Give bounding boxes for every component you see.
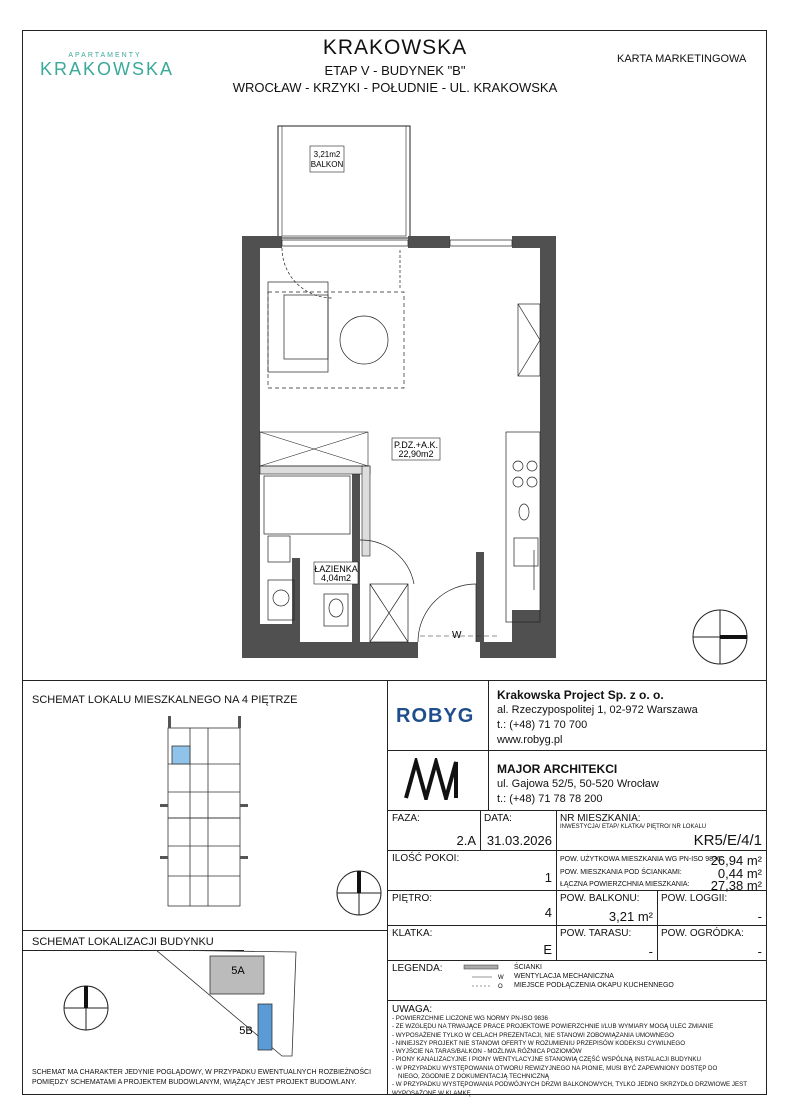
disclaimer-line-2: POMIĘDZY SCHEMATAMI A PROJEKTEM BUDOWLANYM, WIĄŻĄCY JEST PROJEKT BUDOWLANY. <box>32 1079 357 1086</box>
legend-item-hood: MIEJSCE PODŁĄCZENIA OKAPU KUCHENNEGO <box>514 982 674 989</box>
major-logo <box>402 758 462 800</box>
nr-value: KR5/E/4/1 <box>693 832 762 849</box>
note-line: - POWIERZCHNIE LICZONE WG NORMY PN-ISO 9836 <box>392 1015 548 1022</box>
logo-small-text: APARTAMENTY <box>68 52 142 59</box>
building-5a-label: 5A <box>231 965 245 977</box>
bath-name: ŁAZIENKA <box>314 564 358 574</box>
disclaimer <box>32 1068 371 1088</box>
north-arrow-main <box>693 610 747 664</box>
robyg-logo: ROBYG <box>396 705 475 727</box>
location-line: WROCŁAW - KRZYKI - POŁUDNIE - UL. KRAKOWSKA <box>232 80 558 95</box>
note-line: - ZE WZGLĘDU NA TRWAJĄCE PRACE PROJEKTOWE POWIERZCHNIE I/LUB WYMIARY MOGĄ ULEC ZMIANIE <box>392 1023 714 1031</box>
bath-area: 4,04m2 <box>320 573 352 583</box>
note-line: - NINIEJSZY PROJEKT NIE STANOWI OFERTY W ROZUMIENIU PRZEPISÓW KODEKSU CYWILNEGO <box>392 1039 686 1047</box>
faza-label: FAZA: <box>392 813 420 824</box>
legend-symbols <box>462 963 512 993</box>
page-title: KRAKOWSKA <box>322 36 468 59</box>
building-5b-label: 5B <box>239 1025 253 1037</box>
architect-name: MAJOR ARCHITEKCI <box>497 762 618 776</box>
disclaimer-line-1: SCHEMAT MA CHARAKTER JEDYNIE POGLĄDOWY, W PRZYPADKU EWENTUALNYCH ROZBIEŻNOŚCI <box>32 1069 372 1076</box>
developer-name: Krakowska Project Sp. z o. o. <box>497 688 664 702</box>
data-label: DATA: <box>484 813 512 824</box>
balcony-name-label: BALKON <box>310 160 344 169</box>
note-line: - W PRZYPADKU WYSTĘPOWANIA OTWORU REWIZYJNEGO NA PIONIE, MUSI BYĆ ZAPEWNIONY DOSTĘP DO <box>392 1064 718 1072</box>
architect-phone: t.: (+48) 71 78 78 200 <box>497 793 603 805</box>
developer-info <box>497 688 698 748</box>
legend-item-vent: WENTYLACJA MECHANICZNA <box>514 973 614 980</box>
legend-items <box>514 963 674 990</box>
developer-web: www.robyg.pl <box>497 734 563 746</box>
ogrodek-label: POW. OGRÓDKA: <box>661 928 744 939</box>
note-line: - WYJŚCIE NA TARAS/BALKON - MOŻLIWA RÓŻNICA POZIOMÓW <box>392 1048 582 1056</box>
main-room-name: P.DZ.+A.K. <box>393 440 439 450</box>
area3-label: ŁĄCZNA POWIERZCHNIA MIESZKANIA: <box>560 881 690 888</box>
legend-title: LEGENDA: <box>392 963 443 974</box>
area2-value: 0,44 m² <box>717 866 762 881</box>
notes-list <box>392 1015 764 1098</box>
developer-phone: t.: (+48) 71 70 700 <box>497 719 588 731</box>
nr-label: NR MIESZKANIA: <box>560 813 641 824</box>
location-scheme-title: SCHEMAT LOKALIZACJI BUDYNKU <box>32 936 214 948</box>
building-5b-shape <box>258 1004 272 1050</box>
floor-scheme <box>160 716 250 912</box>
windows <box>282 240 512 246</box>
note-line: - W PRZYPADKU WYSTĘPOWANIA PODWÓJNYCH DRZWI BALKONOWYCH, TYLKO JEDNO SKRZYDŁO DRZWIOWE JEST <box>392 1081 748 1089</box>
balcony <box>278 126 410 238</box>
area1-label: POW. UŻYTKOWA MIESZKANIA WG PN-ISO 9836: <box>560 856 723 863</box>
apartment-highlight <box>172 746 190 764</box>
balkon-label: POW. BALKONU: <box>560 893 640 904</box>
north-arrow-floor <box>332 866 386 920</box>
data-value: 31.03.2026 <box>486 833 552 848</box>
logo-main-text: KRAKOWSKA <box>40 59 175 79</box>
klatka-label: KLATKA: <box>392 928 433 939</box>
ogrodek-value: - <box>757 944 762 959</box>
pietro-value: 4 <box>544 905 552 920</box>
vent-label: W <box>452 630 462 641</box>
faza-value: 2.A <box>456 833 476 848</box>
area2-label: POW. MIESZKANIA POD ŚCIANKAMI: <box>560 869 682 876</box>
balkon-value: 3,21 m² <box>608 909 653 924</box>
pokoi-label: ILOŚĆ POKOI: <box>392 853 460 864</box>
main-room-area: 22,90m2 <box>398 449 434 459</box>
balcony-area-label: 3,21m2 <box>313 150 341 159</box>
legend-sym-w: W <box>498 975 504 981</box>
floor-scheme-title: SCHEMAT LOKALU MIESZKALNEGO NA 4 PIĘTRZE <box>32 694 298 706</box>
note-line: NIEGO, ZGODNIE Z DOKUMENTACJĄ TECHNICZNĄ <box>398 1073 550 1081</box>
area1-value: 26,94 m² <box>710 853 762 868</box>
developer-address: al. Rzeczypospolitej 1, 02-972 Warszawa <box>497 704 698 716</box>
taras-label: POW. TARASU: <box>560 928 632 939</box>
architect-info <box>497 762 659 807</box>
nr-sub: INWESTYCJA/ ETAP/ KLATKA/ PIĘTRO/ NR LOKALU <box>560 824 707 830</box>
architect-address: ul. Gajowa 52/5, 50-520 Wrocław <box>497 778 659 790</box>
legend-item-walls: ŚCIANKI <box>514 964 543 971</box>
card-label: KARTA MARKETINGOWA <box>617 53 747 65</box>
note-line: - PIONY KANALIZACYJNE I PIONY WENTYLACYJNE STANOWIĄ CZĘŚĆ WSPÓLNĄ INSTALACJI BUDYNKU <box>392 1056 701 1064</box>
pietro-label: PIĘTRO: <box>392 893 433 904</box>
stage-building: ETAP V - BUDYNEK "B" <box>324 63 466 78</box>
loggia-value: - <box>757 909 762 924</box>
area3-value: 27,38 m² <box>710 878 762 893</box>
loggia-label: POW. LOGGII: <box>661 893 728 904</box>
taras-value: - <box>648 944 653 959</box>
klatka-value: E <box>543 942 552 957</box>
legend-sym-o: O <box>498 984 503 990</box>
pokoi-value: 1 <box>544 870 552 885</box>
note-line: WYPOSAŻONE W KLAMKĘ <box>392 1089 471 1097</box>
note-line: - WYPOSAŻENIE TYLKO W CELACH PREZENTACJI, NIE STANOWI ZOBOWIĄZANIA UMOWNEGO <box>392 1031 674 1039</box>
location-scheme <box>60 950 300 1062</box>
notes-title: UWAGA: <box>392 1004 433 1015</box>
